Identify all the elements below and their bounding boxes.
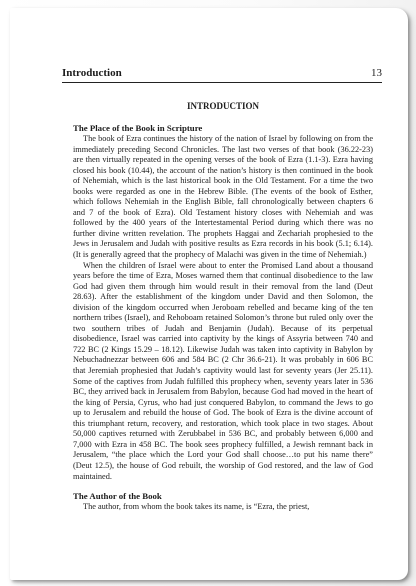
book-page: [10, 8, 408, 580]
running-head: [62, 66, 382, 83]
page-content: [73, 100, 373, 513]
page-number: 13: [371, 67, 382, 79]
paragraph: When the children of Israel were about to enter the Promised Land about a thousand years before the time of Ezra, Moses warned them that continual disobedience to the law God had given them through him would result in their removal from the land (Deut 28.63). After the establishment of the kingdom under David and then Solomon, the division of the kingdom occurred when Jeroboam rebelled and became king of the ten northern tribes (Israel), and Rehoboam retained Solomon’s throne but ruled only over the two southern tribes of Judah and Benjamin (Judah). Because of its perpetual disobedience, Israel was carried into captivity by the kings of Assyria between 740 and 722 BC (2 Kings 15.29 – 18.12). Likewise Judah was taken into captivity in Babylon by Nebuchadnezzar between 606 and 584 BC (2 Chr 36.6-21). It was probably in 606 BC that Jeremiah prophesied that Judah’s captivity would last for seventy years (Jer 25.11). Some of the captives from Judah fulfilled this prophecy when, seventy years later in 536 BC, they arrived back in Jerusalem from Babylon, because God had moved in the heart of the king of Persia, Cyrus, who had just conquered Babylon, to command the Jews to go up to Jerusalem and rebuild the house of God. The book of Ezra is the divine account of this triumphant return, recovery, and restoration, which took place in two stages. About 50,000 captives returned with Zerubbabel in 536 BC, and probably between 6,000 and 7,000 with Ezra in 458 BC. The book sees prophecy fulfilled, a Jewish remnant back in Jerusalem, “the place which the Lord your God shall choose…to put his name there” (Deut 12.5), the house of God rebuilt, the worship of God restored, and the law of God maintained.: [73, 260, 373, 481]
paragraph: The author, from whom the book takes its name, is “Ezra, the priest,: [83, 502, 310, 512]
running-head-title: Introduction: [62, 67, 122, 79]
chapter-title: INTRODUCTION: [186, 101, 259, 111]
section-heading-author: The Author of the Book: [73, 491, 162, 502]
section-heading-place-of-book: The Place of the Book in Scripture: [73, 123, 203, 133]
paragraph: The book of Ezra continues the history of the nation of Israel by following on from the immediately preceding Second Chronicles. The last two verses of that book (36.22-23) are then virtually repeated in the opening verses of the book of Ezra (1.1-3). Ezra having closed his book (10.44), the account of the nation’s history is then continued in the book of Nehemiah, which is the last historical book in the Old Testament. For a time the two books were regarded as one in the Hebrew Bible. (The events of the book of Esther, which follows Nehemiah in the English Bible, fall chronologically between chapters 6 and 7 of the book of Ezra). Old Testament history closes with Nehemiah and was followed by the 400 years of the Intertestamental Period during which there was no further divine written revelation. The prophets Haggai and Zechariah prophesied to the Jews in Jerusalem and Judah with positive results as Ezra records in his book (5.1; 6.14). (It is generally agreed that the prophecy of Malachi was given in the time of Nehemiah.): [73, 134, 373, 260]
